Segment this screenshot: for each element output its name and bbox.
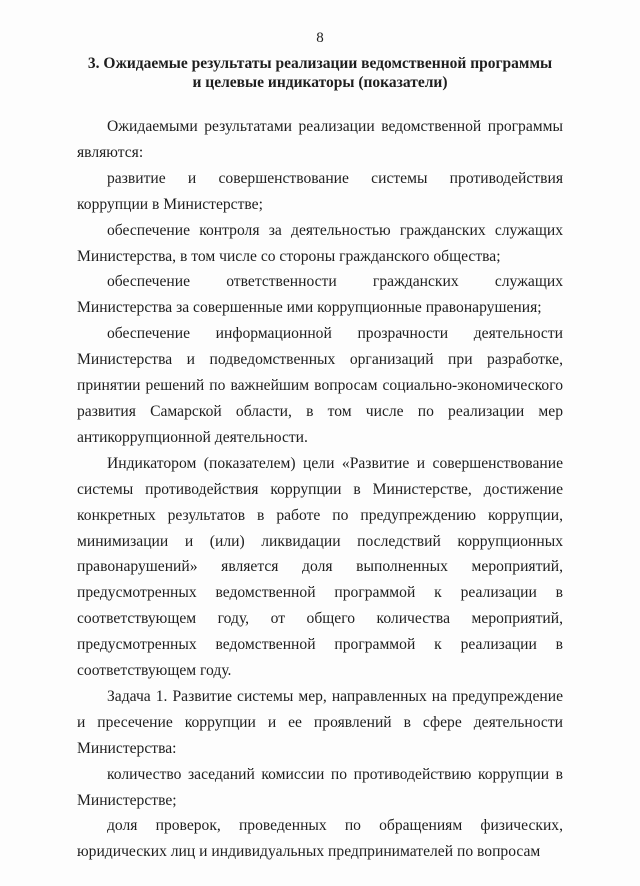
section-heading-line-1: 3. Ожидаемые результаты реализации ведомственной программы (87, 55, 553, 72)
paragraph-task-1: Задача 1. Развитие системы мер, направленных на предупреждение и пресечение коррупции и ее проявлений в сфере деятельности Министерства: (77, 687, 563, 757)
paragraph-result-2: обеспечение контроля за деятельностью гражданских служащих Министерства, в том числе со стороны гражданского общества; (77, 221, 563, 265)
paragraph-result-1: развитие и совершенствование системы противодействия коррупции в Министерстве; (77, 169, 563, 213)
paragraph-task-1-metric-2: доля проверок, проведенных по обращениям физических, юридических лиц и индивидуальных предпринимателей по вопросам (77, 817, 563, 861)
paragraph-indicator: Индикатором (показателем) цели «Развитие и совершенствование системы противодействия коррупции в Министерстве, достижение конкретных результатов в работе по предупреждению коррупции, минимизации и (или) ликвидации последствий коррупционных правонарушений» является доля выполненных мероприятий, предусмотренных ведомственной программой к реализации в соответствующем году, от общего количества мероприятий, предусмотренных ведомственной программой к реализации в соответствующем году. (77, 454, 563, 680)
page-number: 8 (316, 30, 324, 46)
body-text (77, 114, 563, 865)
paragraph-intro: Ожидаемыми результатами реализации ведомственной программы являются: (77, 118, 563, 161)
section-heading-line-2: и целевые индикаторы (показатели) (192, 74, 448, 91)
paragraph-result-4: обеспечение информационной прозрачности деятельности Министерства и подведомственных организаций при разработке, принятии решений по важнейшим вопросам социально-экономического развития Самарской области, в том числе по реализации мер антикоррупционной деятельности. (77, 325, 563, 446)
paragraph-result-3: обеспечение ответственности гражданских служащих Министерства за совершенные ими коррупционные правонарушения; (77, 273, 563, 317)
section-heading (60, 54, 580, 92)
paragraph-task-1-metric-1: количество заседаний комиссии по противодействию коррупции в Министерстве; (77, 765, 563, 809)
